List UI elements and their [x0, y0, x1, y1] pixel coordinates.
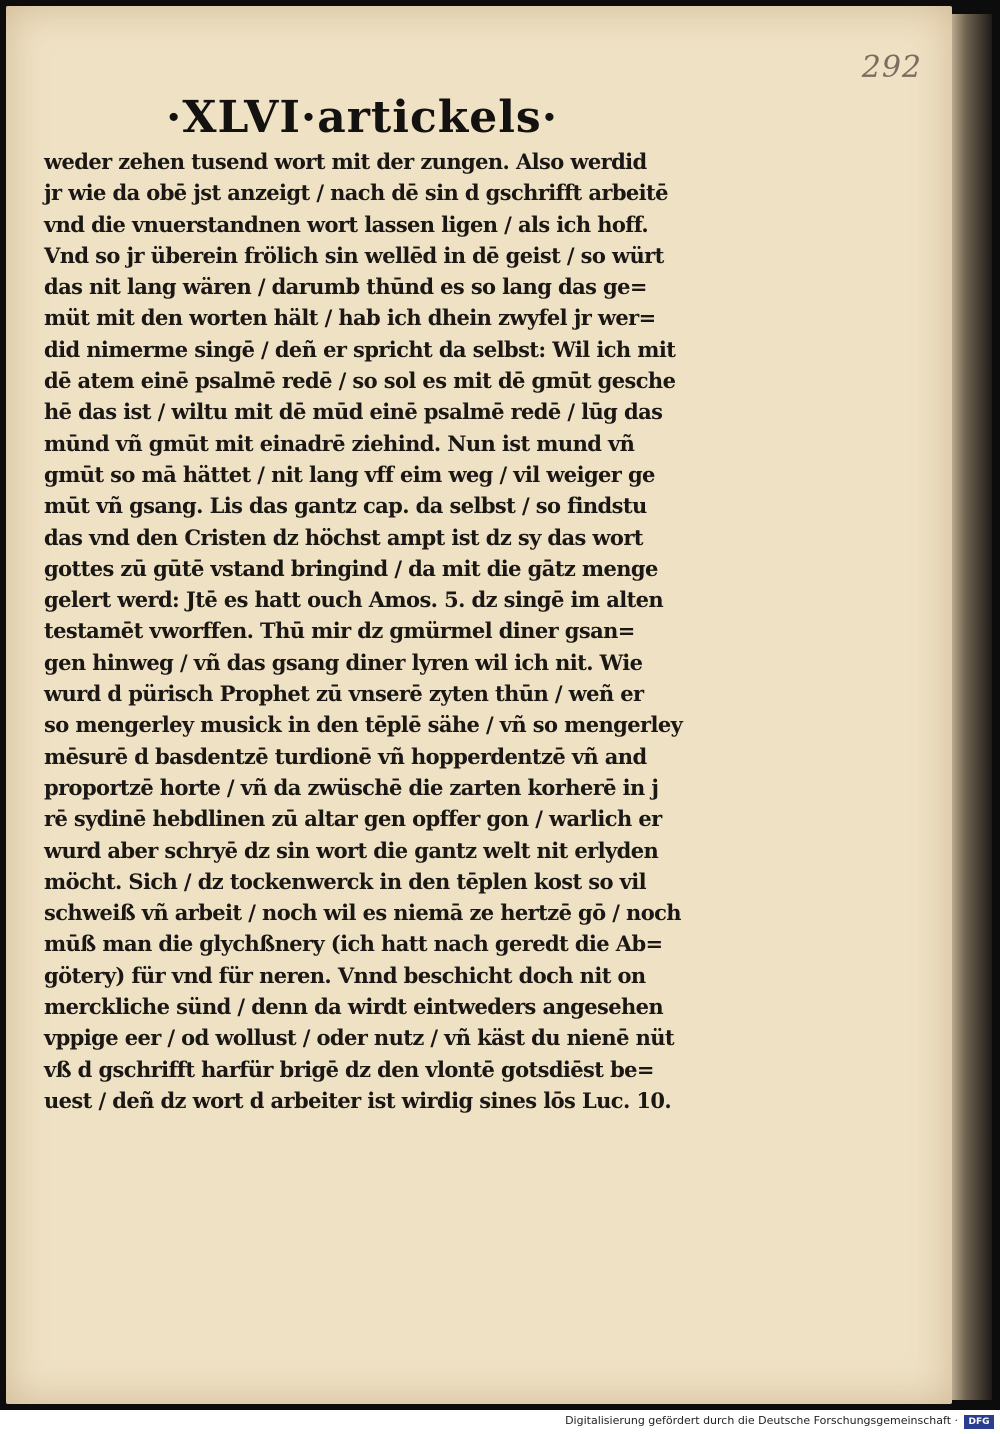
- text-line: so mengerley musick in den tēplē sähe / vñ so mengerley: [44, 712, 683, 738]
- text-line: hē das ist / wiltu mit dē mūd einē psalmē redē / lūg das: [44, 399, 663, 425]
- text-line: mūnd vñ gmūt mit einadrē ziehind. Nun ist mund vñ: [44, 430, 635, 456]
- text-line: wurd aber schryē dz sin wort die gantz welt nit erlyden: [44, 837, 659, 863]
- text-line: gmūt so mā hättet / nit lang vff eim weg / vil weiger ge: [44, 461, 655, 487]
- text-line: gelert werd: Jtē es hatt ouch Amos. 5. dz singē im alten: [44, 587, 664, 613]
- text-line: rē sydinē hebdlinen zū altar gen opffer gon / warlich er: [44, 806, 662, 832]
- text-line: uest / deñ dz wort d arbeiter ist wirdig sines lōs Luc. 10.: [44, 1087, 672, 1113]
- text-line: testamēt vworffen. Thū mir dz gmürmel diner gsan=: [44, 618, 635, 644]
- text-line: jr wie da obē jst anzeigt / nach dē sin d gschrifft arbeitē: [44, 180, 668, 206]
- text-line: götery) für vnd für neren. Vnnd beschicht doch nit on: [44, 962, 646, 988]
- text-line: did nimerme singē / deñ er spricht da selbst: Wil ich mit: [44, 336, 676, 362]
- text-line: mūß man die glychßnery (ich hatt nach geredt die Ab=: [44, 931, 663, 957]
- text-line: Vnd so jr überein frölich sin wellēd in dē geist / so würt: [44, 242, 664, 268]
- folio-number: 292: [861, 50, 922, 85]
- book-page: [6, 6, 952, 1404]
- text-line: müt mit den worten hält / hab ich dhein zwyfel jr wer=: [44, 305, 656, 331]
- text-line: möcht. Sich / dz tockenwerck in den tēplen kost so vil: [44, 868, 646, 894]
- text-line: wurd d pürisch Prophet zū vnserē zyten thūn / weñ er: [44, 681, 644, 707]
- text-line: vß d gschrifft harfür brigē dz den vlontē gotsdiēst be=: [44, 1056, 654, 1082]
- text-line: proportzē horte / vñ da zwüschē die zarten korherē in j: [44, 774, 659, 800]
- book-page-edge: [952, 14, 992, 1400]
- text-line: dē atem einē psalmē redē / so sol es mit dē gmūt gesche: [44, 368, 676, 394]
- text-line: vnd die vnuerstandnen wort lassen ligen / als ich hoff.: [44, 211, 649, 237]
- text-line: mēsurē d basdentzē turdionē vñ hopperdentzē vñ and: [44, 743, 647, 769]
- footer-bar: [0, 1410, 1000, 1434]
- funding-notice: Digitalisierung gefördert durch die Deutsche Forschungsgemeinschaft ·: [565, 1414, 958, 1427]
- text-line: gen hinweg / vñ das gsang diner lyren wil ich nit. Wie: [44, 649, 643, 675]
- text-line: vppige eer / od wollust / oder nutz / vñ käst du nienē nüt: [44, 1025, 675, 1051]
- text-line: merckliche sünd / denn da wirdt eintweders angesehen: [44, 994, 664, 1020]
- text-line: mūt vñ gsang. Lis das gantz cap. da selbst / so findstu: [44, 493, 647, 519]
- text-line: das nit lang wären / darumb thūnd es so lang das ge=: [44, 274, 647, 300]
- body-text: [44, 146, 714, 1116]
- text-line: weder zehen tusend wort mit der zungen. Also werdid: [44, 149, 647, 174]
- text-line: gottes zū gūtē vstand bringind / da mit die gātz menge: [44, 555, 658, 581]
- text-line: schweiß vñ arbeit / noch wil es niemā ze hertzē gō / noch: [44, 900, 681, 926]
- running-head: ·XLVI·artickels·: [166, 92, 559, 143]
- text-line: das vnd den Cristen dz höchst ampt ist dz sy das wort: [44, 524, 643, 550]
- dfg-logo: DFG: [964, 1415, 994, 1429]
